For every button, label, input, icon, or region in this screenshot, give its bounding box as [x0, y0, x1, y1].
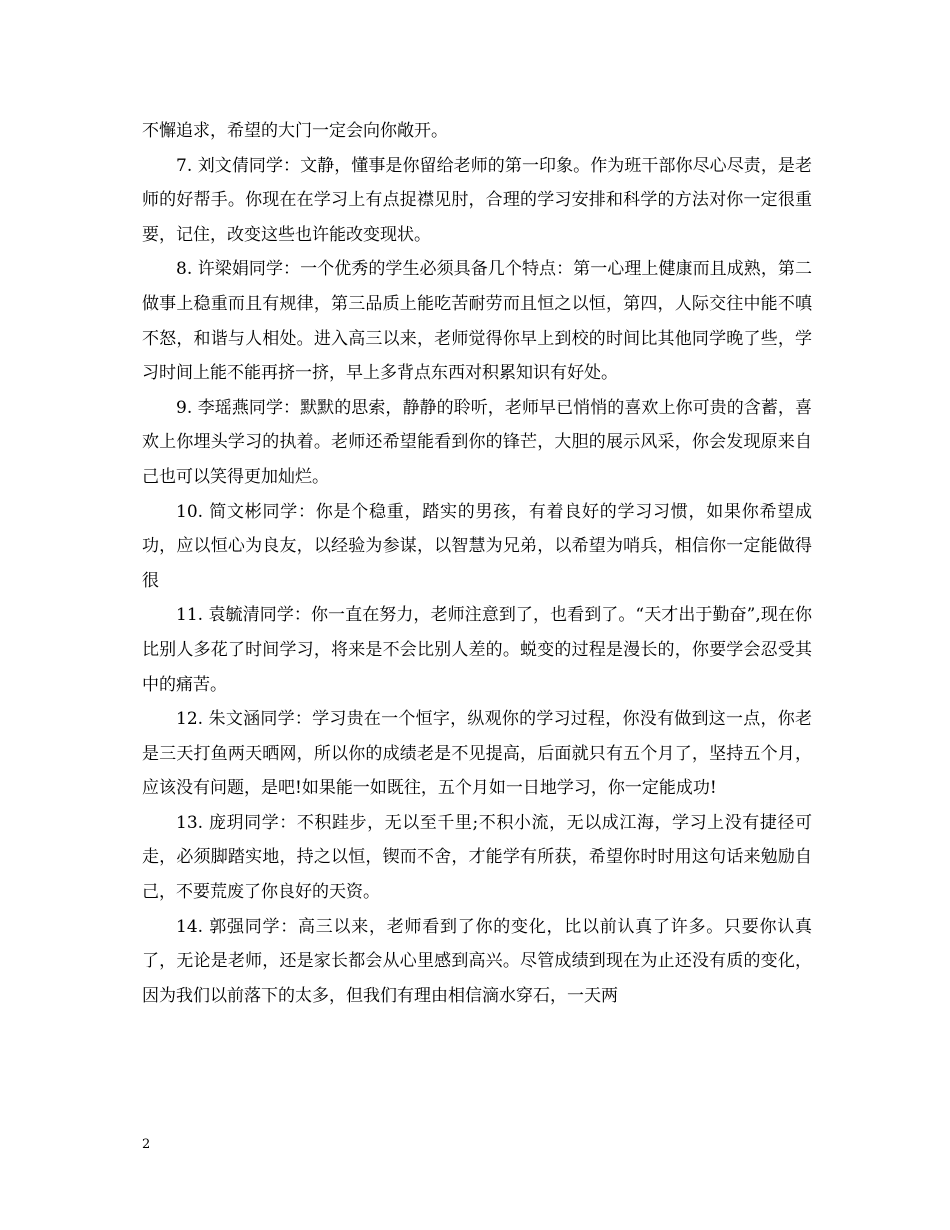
paragraph-14: 14. 郭强同学：高三以来，老师看到了你的变化，比以前认真了许多。只要你认真了，无论是老师，还是家长都会从心里感到高兴。尽管成绩到现在为止还没有质的变化，因为我们以前落下的太多，但我们有理由相信滴水穿石，一天两 [142, 916, 812, 1006]
paragraph-10: 10. 简文彬同学：你是个稳重，踏实的男孩，有着良好的学习习惯，如果你希望成功，应以恒心为良友，以经验为参谋，以智慧为兄弟，以希望为哨兵，相信你一定能做得很 [142, 501, 812, 591]
page-number: 2 [142, 1137, 151, 1152]
paragraph-12: 12. 朱文涵同学：学习贵在一个恒字，纵观你的学习过程，你没有做到这一点，你老是三天打鱼两天晒网，所以你的成绩老是不见提高，后面就只有五个月了，坚持五个月，应该没有问题，是吧!如果能一如既往，五个月如一日地学习，你一定能成功! [142, 709, 812, 799]
paragraph-8: 8. 许梁娟同学：一个优秀的学生必须具备几个特点：第一心理上健康而且成熟，第二做事上稳重而且有规律，第三品质上能吃苦耐劳而且恒之以恒，第四，人际交往中能不嗔不怒，和谐与人相处。进入高三以来，老师觉得你早上到校的时间比其他同学晚了些，学习时间上能不能再挤一挤，早上多背点东西对积累知识有好处。 [142, 259, 812, 384]
paragraph-13: 13. 庞玥同学：不积跬步，无以至千里;不积小流，无以成江海，学习上没有捷径可走，必须脚踏实地，持之以恒，锲而不舍，才能学有所获，希望你时时用这句话来勉励自己，不要荒废了你良好的天资。 [142, 812, 812, 903]
paragraph-11: 11. 袁毓清同学：你一直在努力，老师注意到了，也看到了。“天才出于勤奋”,现在你比别人多花了时间学习，将来是不会比别人差的。蜕变的过程是漫长的，你要学会忍受其中的痛苦。 [142, 605, 812, 695]
paragraph-7: 7. 刘文倩同学：文静，懂事是你留给老师的第一印象。作为班干部你尽心尽责，是老师的好帮手。你现在在学习上有点捉襟见肘，合理的学习安排和科学的方法对你一定很重要，记住，改变这些也许能改变现状。 [142, 155, 812, 245]
body-text [142, 114, 812, 1013]
paragraph-9: 9. 李瑶燕同学：默默的思索，静静的聆听，老师早已悄悄的喜欢上你可贵的含蓄，喜欢上你埋头学习的执着。老师还希望能看到你的锋芒，大胆的展示风采，你会发现原来自己也可以笑得更加灿烂。 [142, 397, 812, 487]
paragraph-continuation: 不懈追求，希望的大门一定会向你敞开。 [142, 121, 448, 141]
